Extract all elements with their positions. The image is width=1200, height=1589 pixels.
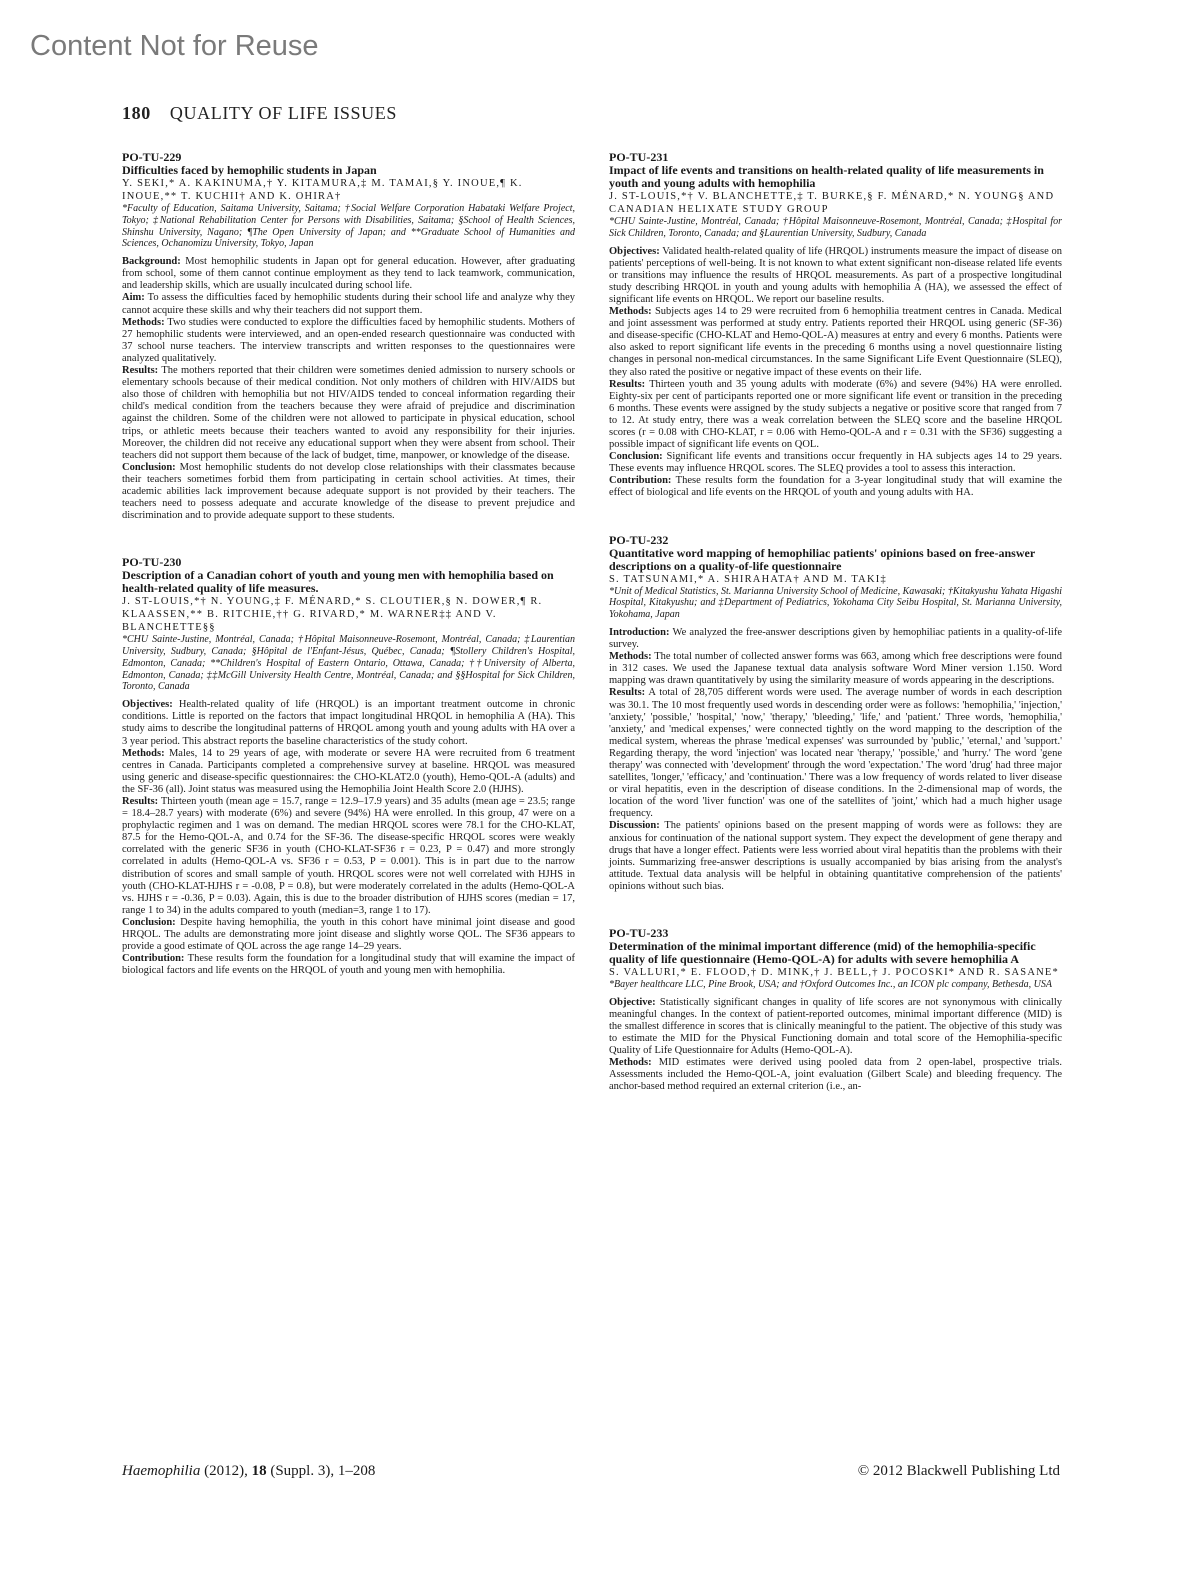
section-label: Objective:	[609, 996, 656, 1008]
abstract-section	[609, 687, 1062, 820]
watermark: Content Not for Reuse	[30, 30, 319, 62]
abstract-section	[609, 246, 1062, 306]
abstract-section	[609, 451, 1062, 475]
abstract-section	[122, 462, 575, 522]
abstract-section	[609, 306, 1062, 379]
abstract-authors: S. TATSUNAMI,* A. SHIRAHATA† AND M. TAKI‡	[609, 573, 887, 585]
section-label: Aim:	[122, 292, 145, 304]
abstract-affiliations: *CHU Sainte-Justine, Montréal, Canada; †Hôpital Maisonneuve-Rosemont, Montréal, Canada; ‡Laurentian University, Sudbury, Canada; §Hôpital de l'Enfant-Jésus, Québec, Canada; ¶Stollery Children's Hospital, Edmonton, Canada; **Children's Hospital of Eastern Ontario, Ottawa, Canada; ††University of Alberta, Edmonton, Canada; ‡‡McGill University Health Centre, Montréal, Canada; and §§Hospital for Sick Children, Toronto, Canada	[122, 634, 575, 693]
abstract	[122, 151, 575, 522]
abstract-authors: Y. SEKI,* A. KAKINUMA,† Y. KITAMURA,‡ M. TAMAI,§ Y. INOUE,¶ K. INOUE,** T. KUCHII† AND K. OHIRA†	[122, 178, 523, 202]
section-text: Thirteen youth (mean age = 15.7, range = 12.9–17.9 years) and 35 adults (mean age = 23.5; range = 18.4–28.7 years) with moderate (6%) and severe (94%) HA were enrolled. In this group, 47 were on a prophylactic regimen and 1 was on demand. The median HRQOL scores were 78.1 for the CHO-KLAT, 87.5 for the Hemo-QOL-A, and 0.74 for the SF-36. The disease-specific HRQOL scores were weakly correlated with the generic SF36 in youth (CHO-KLAT-SF36 r = 0.23, P = 0.47) and more strongly correlated in adults (Hemo-QOL-A vs. SF36 r = 0.53, P = 0.001). This is in part due to the narrow distribution of scores and small sample of youth. HRQOL scores were not well correlated with HJHS in youth (CHO-KLAT-HJHS r = -0.08, P = 0.8), but were moderately correlated in the adults (Hemo-QOL-A vs. HJHS r = -0.36, P = 0.03). Again, this is due to the broader distribution of HJHS scores (median = 17, range 1 to 34) in the adults compared to youth (median=3, range 1 to 17).	[122, 795, 575, 916]
abstract-section	[122, 796, 575, 917]
abstract-affiliations: *Faculty of Education, Saitama University, Saitama; †Social Welfare Corporation Habataki Welfare Project, Tokyo; ‡National Rehabilitation Center for Persons with Disabilities, Saitama; §School of Health Sciences, Shinshu University, Nagano; ¶The Open University of Japan; and **Graduate School of Humanities and Sciences, Ochanomizu University, Tokyo, Japan	[122, 203, 575, 250]
section-label: Results:	[122, 365, 159, 377]
abstract-section	[122, 953, 575, 977]
section-label: Conclusion:	[122, 916, 176, 928]
abstract-id: PO-TU-231	[609, 150, 669, 164]
abstract	[609, 151, 1062, 500]
section-label: Background:	[122, 256, 181, 268]
section-label: Contribution:	[609, 475, 672, 487]
section-text: Two studies were conducted to explore the difficulties faced by hemophilic students. Mothers of 27 hemophilic students were interviewed, and an open-ended research questionnaire was conducted with 37 school nurse teachers. The interview transcripts and written responses to the questionnaires were analyzed qualitatively.	[122, 316, 576, 364]
journal-pages: (Suppl. 3), 1–208	[270, 1463, 376, 1479]
abstract-section	[122, 292, 575, 316]
left-column	[122, 151, 575, 1011]
section-title: QUALITY OF LIFE ISSUES	[169, 103, 397, 123]
running-head	[122, 103, 397, 124]
abstract-affiliations: *CHU Sainte-Justine, Montréal, Canada; †Hôpital Maisonneuve-Rosemont, Montréal, Canada; ‡Hospital for Sick Children, Toronto, Canada; and §Laurentian University, Sudbury, Canada	[609, 216, 1062, 239]
section-label: Conclusion:	[122, 461, 176, 473]
abstract-section	[122, 365, 575, 462]
abstract-section	[609, 379, 1062, 452]
right-column	[609, 151, 1062, 1128]
section-label: Contribution:	[122, 953, 185, 965]
abstract-authors: J. ST-LOUIS,*† V. BLANCHETTE,‡ T. BURKE,§ F. MÉNARD,* N. YOUNG§ AND CANADIAN HELIXATE STUDY GROUP	[609, 191, 1055, 215]
journal-name: Haemophilia	[122, 1463, 201, 1479]
abstract-title: Description of a Canadian cohort of youth and young men with hemophilia based on health-related quality of life measures.	[122, 568, 554, 596]
section-label: Results:	[609, 378, 646, 390]
copyright: © 2012 Blackwell Publishing Ltd	[857, 1463, 1060, 1479]
abstract-affiliations: *Unit of Medical Statistics, St. Marianna University School of Medicine, Kawasaki; †Kitakyushu Yahata Higashi Hospital, Kitakyushu; and ‡Department of Pediatrics, Yokohama City Seibu Hospital, St. Marianna University, Yokohama, Japan	[609, 585, 1062, 621]
section-text: These results form the foundation for a 3-year longitudinal study that will examine the effect of biological and life events on the HRQOL of youth and young adults with HA.	[609, 475, 1063, 499]
abstract-id: PO-TU-230	[122, 555, 182, 570]
section-text: MID estimates were derived using pooled data from 2 open-label, prospective trials. Assessments included the Hemo-QOL-A, joint evaluation (Gilbert Scale) and bleeding frequency. The anchor-based method required an external criterion (i.e., an-	[609, 1057, 1063, 1093]
section-text: The mothers reported that their children were sometimes denied admission to nursery schools or elementary schools because of their medical condition. Not only mothers of children with HIV/AIDS but also those of children with hemophilia but not HIV/AIDS tended to conceal information regarding their child's medical condition from the teachers because they were afraid of prejudice and discrimination against the children. Some of the children were not allowed to participate in physical education, school trips, or athletic meets because their teachers wanted to avoid any responsibility for their injuries. Moreover, the children did not receive any educational support when they were absent from school. Their teachers did not support them because of the lack of budget, time, manpower, or knowledge of the disease.	[122, 365, 576, 461]
section-label: Methods:	[609, 1057, 652, 1069]
abstract-section	[609, 997, 1062, 1057]
abstract-section	[122, 699, 575, 747]
abstract-title: Determination of the minimal important difference (mid) of the hemophilia-specific quality of life questionnaire (Hemo-QOL-A) for adults with severe hemophilia A	[609, 939, 1036, 967]
abstract-section	[122, 748, 575, 796]
journal-citation	[122, 1463, 375, 1480]
abstract-section	[122, 256, 575, 292]
section-text: The patients' opinions based on the present mapping of words were as follows: they are anxious for continuation of the national support system. They expect the development of gene therapy and drugs that have a longer effect. Patients were less worried about viral hepatitis than the problems with their joints. Summarizing free-answer descriptions is usually accompanied by bias arising from the analyst's attitude. Textual data analysis will be helpful in obtaining quantitative comprehension of the patients' opinions without such bias.	[609, 820, 1062, 892]
section-label: Conclusion:	[609, 451, 663, 463]
abstract-authors: J. ST-LOUIS,*† N. YOUNG,‡ F. MÉNARD,* S. CLOUTIER,§ N. DOWER,¶ R. KLAASSEN,** B. RITCHIE,†† G. RIVARD,* M. WARNER‡‡ AND V. BLANCHETTE§§	[122, 596, 543, 634]
section-label: Results:	[122, 795, 159, 807]
section-text: Males, 14 to 29 years of age, with moderate or severe HA were recruited from 6 treatment centres in Canada. Participants completed a comprehensive survey at baseline. HRQOL was measured using generic and disease-specific questionnaires: the CHO-KLAT2.0 (youth), Hemo-QOL-A (adults) and the SF-36 (all). Joint status was measured using the Hemophilia Joint Health Score 2.0 (HJHS).	[122, 747, 575, 795]
abstract-id: PO-TU-233	[609, 926, 669, 941]
abstract	[609, 927, 1062, 1094]
abstract-affiliations: *Bayer healthcare LLC, Pine Brook, USA; and †Oxford Outcomes Inc., an ICON plc company, Bethesda, USA	[609, 979, 1052, 991]
abstract-section	[122, 317, 575, 365]
section-text: Thirteen youth and 35 young adults with moderate (6%) and severe (94%) HA were enrolled. Eighty-six per cent of participants reported one or more significant life event or transition in the preceding 6 months. These events were assigned by the study subjects a negative or positive score that ranged from 7 to 12. At study entry, there was a weak correlation between the SLEQ score and the baseline HRQOL scores (r = 0.08 with CHO-KLAT, r = 0.06 with Hemo-QOL-A and r = 0.31 with the SF36) suggesting a possible impact of significant life events on QOL.	[609, 378, 1063, 451]
abstract	[609, 534, 1062, 893]
section-text: Significant life events and transitions occur frequently in HA subjects ages 14 to 29 years. These events may influence HRQOL scores. The SLEQ provides a tool to assess this interaction.	[609, 451, 1062, 475]
page-number: 180	[122, 103, 151, 123]
abstract-title: Quantitative word mapping of hemophiliac patients' opinions based on free-answer descriptions on a quality-of-life questionnaire	[609, 545, 1035, 573]
abstract-id: PO-TU-232	[609, 532, 669, 547]
section-text: Subjects ages 14 to 29 were recruited from 6 hemophilia treatment centres in Canada. Medical and joint assessment was performed at study entry. Patients reported their HRQOL using generic (SF-36) and disease-specific (CHO-KLAT and Hemo-QOL-A) measures at entry and every 6 months. Patients were also asked to report significant life events in the preceding 6 months using a novel questionnaire listing changes in personal non-medical circumstances. In the same Significant Life Event Questionnaire (SLEQ), they also rated the positive or negative impact of these events on their life.	[609, 306, 1062, 378]
abstract-title: Difficulties faced by hemophilic students in Japan	[122, 163, 377, 177]
section-label: Introduction:	[609, 626, 670, 638]
section-text: Despite having hemophilia, the youth in this cohort have minimal joint disease and good HRQOL. The adults are demonstrating more joint disease and slightly worse QOL. The SF36 appears to provide a good estimate of QOL across the age range 14–29 years.	[122, 916, 575, 953]
abstract-section	[609, 627, 1062, 651]
section-label: Methods:	[609, 306, 652, 318]
abstract-section	[609, 1057, 1062, 1093]
section-text: Health-related quality of life (HRQOL) is an important treatment outcome in chronic conditions. Little is reported on the factors that impact longitudinal HRQOL in hemophilia A (HA). This study aims to describe the longitudinal patterns of HRQOL among youth and young adults with HA over a 3 year period. This abstract reports the baseline characteristics of the study cohort.	[122, 699, 575, 747]
section-text: A total of 28,705 different words were used. The average number of words in each description was 30.1. The 10 most frequently used words in descending order were as follows: 'hemophilia,' 'injection,' 'anxiety,' 'possible,' 'hospital,' 'now,' 'therapy,' 'bleeding,' 'life,' and 'patient.' Three words, 'hemophilia,' 'anxiety,' and 'medical expenses,' were connected tightly on the word mapping to the description of the medical system, whereas the phrase 'medical expenses' was surrounded by 'public,' 'eternal,' and 'support.' Regarding therapy, the word 'injection' was located near 'therapy,' 'possible,' and 'hurry.' The word 'gene therapy' was connected with 'development' through the word 'expectation.' The word 'drug' had three major satellites, 'longer,' 'efficacy,' and 'continuation.' There was a low frequency of words related to liver disease or viral hepatitis, even in the description of disease conditions. In the 2-dimensional map of words, the location of the word 'liver function' was one of the satellites of 'joint,' which had a much higher usage frequency.	[609, 687, 1062, 820]
abstract-section	[609, 651, 1062, 687]
abstract	[122, 556, 575, 977]
section-label: Methods:	[609, 651, 652, 663]
section-text: Most hemophilic students in Japan opt for general education. However, after graduating from school, some of them cannot continue employment as they tend to lack teamwork, communication, and leadership skills, which are usually inculcated during school life.	[122, 256, 576, 292]
abstract-title: Impact of life events and transitions on health-related quality of life measurements in youth and young adults with hemophilia	[609, 163, 1044, 190]
section-label: Results:	[609, 687, 646, 699]
section-text: To assess the difficulties faced by hemophilic students during their school life and analyze why they cannot acquire these skills and why their teachers did not support them.	[122, 292, 576, 316]
section-text: We analyzed the free-answer descriptions given by hemophiliac patients in a quality-of-life survey.	[609, 626, 1062, 651]
section-label: Objectives:	[609, 245, 660, 257]
abstract-authors: S. VALLURI,* E. FLOOD,† D. MINK,† J. BELL,† J. POCOSKI* AND R. SASANE*	[609, 967, 1059, 979]
section-label: Methods:	[122, 316, 165, 328]
journal-year: (2012),	[204, 1463, 248, 1479]
abstract-id: PO-TU-229	[122, 150, 182, 164]
journal-volume: 18	[251, 1463, 267, 1479]
section-label: Methods:	[122, 747, 165, 759]
section-text: Most hemophilic students do not develop close relationships with their classmates because their teachers sometimes forbid them from participating in certain school activities. At times, their academic abilities lack improvement because adequate support is not provided by their teachers. The teachers need to possess adequate and accurate knowledge of the disease to prevent prejudice and discrimination and to provide adequate support to these students.	[122, 461, 575, 522]
section-text: The total number of collected answer forms was 663, among which free descriptions were found in 312 cases. We used the Japanese textual data analysis software Word Miner version 1.150. Word mapping was drawn quantitatively by using the similarity measure of words appearing in the descriptions.	[609, 651, 1063, 687]
abstract-section	[609, 475, 1062, 499]
section-text: Statistically significant changes in quality of life scores are not synonymous with clinically meaningful changes. In the context of patient-reported outcomes, minimal important difference (MID) is the smallest difference in scores that is clinically meaningful to the patient. The objective of this study was to estimate the MID for the Physical Functioning domain and total score of the Hemophilia-specific Quality of Life Questionnaire for Adults (Hemo-QOL-A).	[609, 996, 1062, 1057]
section-text: Validated health-related quality of life (HRQOL) instruments measure the impact of disease on patients' perceptions of well-being. It is not known to what extent significant non-disease related life events or transitions may influence the results of HRQOL measurements. As part of a prospective longitudinal study describing HRQOL in youth and young adults with hemophilia A (HA), we assessed the effect of significant life events on HRQOL. We report our baseline results.	[609, 245, 1063, 305]
section-text: These results form the foundation for a longitudinal study that will examine the impact of biological factors and life events on the HRQOL of youth and young men with hemophilia.	[122, 953, 575, 977]
abstract-section	[122, 917, 575, 953]
section-label: Objectives:	[122, 699, 173, 711]
abstract-section	[609, 820, 1062, 893]
section-label: Discussion:	[609, 820, 660, 832]
